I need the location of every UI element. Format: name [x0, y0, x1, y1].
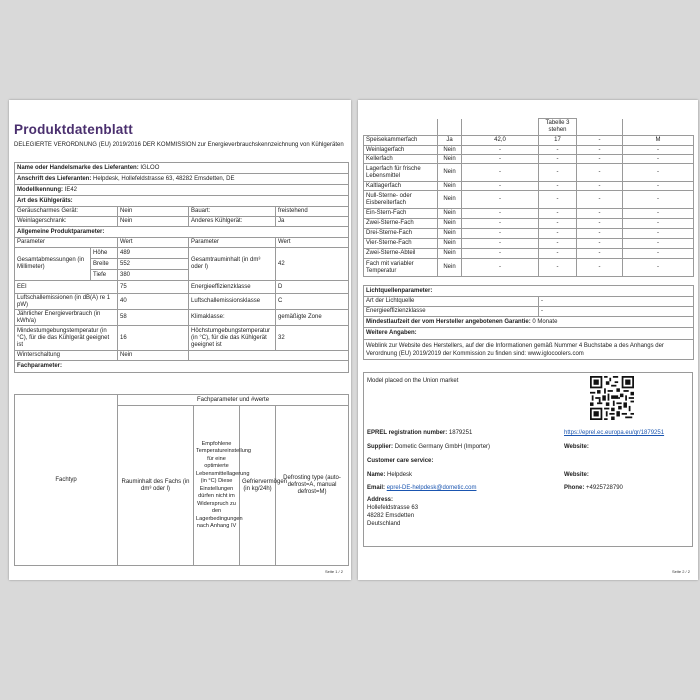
compartment-present-cell: Nein [438, 191, 462, 209]
wine-value: Nein [118, 217, 189, 227]
compartment-present-cell: Nein [438, 249, 462, 259]
compartment-row [364, 191, 694, 209]
width-label: Breite [91, 259, 118, 270]
compartment-freeze-cell: - [577, 219, 623, 229]
energy-class-label: Energieeffizienzklasse [189, 281, 276, 294]
name-row: Name: Helpdesk [367, 472, 413, 478]
eprel-info-box [363, 372, 693, 547]
compartment-volume-cell: - [462, 229, 539, 239]
compartment-freeze-cell: - [577, 229, 623, 239]
energy-class-value: D [276, 281, 349, 294]
eei-label: EEI [15, 281, 118, 294]
compartment-freeze-cell: - [577, 209, 623, 219]
compartment-defrost-cell: - [623, 182, 694, 191]
page-number-2: Seite 2 / 2 [671, 569, 690, 574]
volume-value: 42 [276, 248, 349, 281]
compartment-freeze-cell: - [577, 136, 623, 146]
defrost-header: Defrosting type (auto-defrost=A, manual defrost=M) [276, 406, 349, 566]
compartment-name-cell: Drei-Sterne-Fach [364, 229, 438, 239]
compartment-temp-cell: - [539, 209, 577, 219]
compartment-present-cell: Nein [438, 146, 462, 155]
compartment-volume-cell: - [462, 164, 539, 182]
more-text-row: Weblink zur Website des Herstellers, auf der die Informationen gemäß Nummer 4 Buchstabe a des Anhangs der Verordnung (EU) 2019/2019 der Kommission zu finden sind: www.iglocoolers.com [364, 340, 694, 360]
compartment-temp-cell: - [539, 182, 577, 191]
compartment-defrost-cell: - [623, 146, 694, 155]
winter-label: Winterschaltung [15, 351, 118, 361]
compartment-volume-cell: - [462, 249, 539, 259]
compartment-name-cell: Kaltlagerfach [364, 182, 438, 191]
compartment-defrost-cell: - [623, 209, 694, 219]
warranty-row: Mindestlaufzeit der vom Hersteller angebotenen Garantie: 0 Monate [364, 317, 694, 328]
product-parameters-table [14, 162, 349, 373]
manufacturer-link[interactable]: www.iglocoolers.com [527, 350, 584, 357]
compartment-name-cell: Ein-Stern-Fach [364, 209, 438, 219]
compartment-temp-cell: 17 [539, 136, 577, 146]
climate-label: Klimaklasse: [189, 310, 276, 326]
compartment-freeze-cell: - [577, 146, 623, 155]
height-value: 489 [118, 248, 189, 259]
compartment-name-cell: Fach mit variabler Temperatur [364, 259, 438, 277]
compartment-defrost-cell: - [623, 164, 694, 182]
winter-value: Nein [118, 351, 189, 361]
page-number-1: Seite 1 / 2 [324, 569, 343, 574]
model-row: Modellkennung: IE42 [15, 185, 349, 196]
light-class-label: Energieeffizienzklasse [364, 307, 539, 317]
compartment-freeze-cell: - [577, 239, 623, 249]
compartment-volume-cell: - [462, 146, 539, 155]
general-header: Allgemeine Produktparameter: [15, 227, 349, 238]
compartment-present-cell: Nein [438, 164, 462, 182]
col-value-2: Wert [276, 238, 349, 248]
website-label: Website: [564, 444, 589, 450]
email-link[interactable]: eprel-DE-helpdesk@dometic.com [386, 485, 477, 491]
compartment-defrost-cell: M [623, 136, 694, 146]
compartment-sub-header: Fachparameter und #werte [118, 395, 349, 406]
compartment-defrost-cell: - [623, 239, 694, 249]
table-header-note: Tabelle 3 stehen [539, 119, 577, 136]
volume-label: Gesamtrauminhalt (in dm³ oder l) [189, 248, 276, 281]
col-param: Parameter [15, 238, 118, 248]
supplier-row: Supplier: Dometic Germany GmbH (Importer) [367, 444, 491, 450]
eprel-link[interactable]: https://eprel.ec.europa.eu/qr/1879251 [564, 430, 665, 436]
height-label: Höhe [91, 248, 118, 259]
supplier-name-row: Name oder Handelsmarke des Lieferanten: IGLOO [15, 163, 349, 174]
compartment-freeze-cell: - [577, 182, 623, 191]
compartment-freeze-cell: - [577, 249, 623, 259]
compartment-name-cell: Zwei-Sterne-Abteil [364, 249, 438, 259]
depth-label: Tiefe [91, 270, 118, 281]
address-line-1: Hollefeldstrasse 63 [367, 505, 419, 511]
compartment-present-cell: Nein [438, 155, 462, 164]
website2-label: Website: [564, 472, 589, 478]
compartment-temp-cell: - [539, 155, 577, 164]
annual-value: 58 [118, 310, 189, 326]
compartment-present-cell: Nein [438, 259, 462, 277]
noise-class-value: C [276, 294, 349, 310]
rauminhalt-header: Rauminhalt des Fachs (in dm³ oder l) [118, 406, 194, 566]
supplier-address-row: Anschrift des Lieferanten: Helpdesk, Hollefeldstrasse 63, 48282 Emsdetten, DE [15, 174, 349, 185]
compartment-name-cell: Null-Sterne- oder Eisbereiterfach [364, 191, 438, 209]
datasheet-page-2 [358, 100, 698, 580]
phone-row: Phone: +4925728790 [564, 485, 623, 491]
compartment-temp-cell: - [539, 219, 577, 229]
max-temp-label: Höchstumgebungstemperatur (in °C), für die das Kühlgerät geeignet ist [189, 326, 276, 351]
depth-value: 380 [118, 270, 189, 281]
eei-value: 75 [118, 281, 189, 294]
compartment-name-cell: Speisekammerfach [364, 136, 438, 146]
climate-value: gemäßigte Zone [276, 310, 349, 326]
low-noise-label: Geräuscharmes Gerät: [15, 207, 118, 217]
compartment-row [364, 182, 694, 191]
other-value: Ja [276, 217, 349, 227]
dims-label: Gesamtabmessungen (in Millimeter) [15, 248, 91, 281]
compartment-row [364, 259, 694, 277]
wine-label: Weinlagerschrank: [15, 217, 118, 227]
compartment-row [364, 146, 694, 155]
max-temp-value: 32 [276, 326, 349, 351]
compartment-volume-cell: - [462, 259, 539, 277]
col-value: Wert [118, 238, 189, 248]
qr-code-icon[interactable] [590, 376, 634, 420]
fachtyp-header: Fachtyp [15, 395, 118, 566]
compartment-name-cell: Lagerfach für frische Lebensmittel [364, 164, 438, 182]
compartment-row [364, 155, 694, 164]
other-label: Anderes Kühlgerät: [189, 217, 276, 227]
eprel-row: EPREL registration number: 1879251 [367, 430, 473, 436]
datasheet-page-1 [9, 100, 351, 580]
light-source-table [363, 285, 694, 360]
compartment-header: Fachparameter: [15, 361, 349, 373]
compartment-volume-cell: - [462, 182, 539, 191]
regulation-text: DELEGIERTE VERORDNUNG (EU) 2019/2016 DER KOMMISSION zur Energieverbrauchskennzeichnung von Kühlgeräten [14, 142, 344, 148]
width-value: 552 [118, 259, 189, 270]
compartment-present-cell: Nein [438, 239, 462, 249]
customer-care-label: Customer care service: [367, 458, 434, 464]
compartment-row [364, 219, 694, 229]
compartment-name-cell: Vier-Sterne-Fach [364, 239, 438, 249]
compartment-defrost-cell: - [623, 229, 694, 239]
compartment-freeze-cell: - [577, 164, 623, 182]
compartment-defrost-cell: - [623, 155, 694, 164]
gefrier-header: Gefriervermögen (in kg/24h) [240, 406, 276, 566]
compartment-row [364, 239, 694, 249]
compartment-row [364, 164, 694, 182]
compartment-temp-cell: - [539, 164, 577, 182]
compartment-temp-cell: - [539, 229, 577, 239]
low-noise-value: Nein [118, 207, 189, 217]
col-param-2: Parameter [189, 238, 276, 248]
compartment-freeze-cell: - [577, 155, 623, 164]
compartment-param-table [14, 394, 349, 566]
compartment-name-cell: Zwei-Sterne-Fach [364, 219, 438, 229]
compartment-volume-cell: - [462, 219, 539, 229]
min-temp-label: Mindestumgebungstemperatur (in °C), für die das Kühlgerät geeignet ist [15, 326, 118, 351]
noise-label: Luftschallemissionen (in dB(A) re 1 pW) [15, 294, 118, 310]
compartment-freeze-cell: - [577, 259, 623, 277]
compartment-volume-cell: - [462, 209, 539, 219]
email-row: Email: eprel-DE-helpdesk@dometic.com [367, 485, 477, 491]
compartment-volume-cell: - [462, 191, 539, 209]
compartment-name-cell: Kellerfach [364, 155, 438, 164]
noise-class-label: Luftschallemissionsklasse [189, 294, 276, 310]
light-type-label: Art der Lichtquelle [364, 297, 539, 307]
min-temp-value: 16 [118, 326, 189, 351]
compartment-volume-cell: - [462, 239, 539, 249]
compartment-temp-cell: - [539, 146, 577, 155]
design-value: freistehend [276, 207, 349, 217]
compartment-present-cell: Nein [438, 229, 462, 239]
design-label: Bauart: [189, 207, 276, 217]
compartment-volume-cell: - [462, 155, 539, 164]
light-class-value: - [539, 307, 694, 317]
compartment-temp-cell: - [539, 249, 577, 259]
compartment-temp-cell: - [539, 259, 577, 277]
annual-label: Jährlicher Energieverbrauch (in kWh/a) [15, 310, 118, 326]
more-header: Weitere Angaben: [364, 328, 694, 340]
light-header: Lichtquellenparameter: [364, 286, 694, 297]
compartment-row [364, 229, 694, 239]
compartment-defrost-cell: - [623, 249, 694, 259]
compartment-temp-cell: - [539, 191, 577, 209]
address-label: Address: [367, 497, 394, 503]
compartment-table [363, 118, 694, 277]
compartment-present-cell: Ja [438, 136, 462, 146]
address-line-3: Deutschland [367, 521, 401, 527]
light-type-value: - [539, 297, 694, 307]
compartment-temp-cell: - [539, 239, 577, 249]
compartment-row [364, 249, 694, 259]
compartment-row [364, 209, 694, 219]
compartment-row [364, 136, 694, 146]
document-title: Produktdatenblatt [14, 122, 133, 137]
compartment-freeze-cell: - [577, 191, 623, 209]
compartment-present-cell: Nein [438, 182, 462, 191]
placed-text: Model placed on the Union market [367, 378, 459, 384]
compartment-volume-cell: 42,0 [462, 136, 539, 146]
empfohlene-header: Empfohlene Temperatureinstellung für eine optimierte Lebensmittellagerung (in °C) Diese Einstellungen dürfen nicht im Widerspruch zu den Lagerbedingungen nach Anhang IV [194, 406, 240, 566]
type-header: Art des Kühlgeräts: [15, 196, 349, 207]
noise-value: 40 [118, 294, 189, 310]
compartment-name-cell: Weinlagerfach [364, 146, 438, 155]
compartment-defrost-cell: - [623, 191, 694, 209]
compartment-present-cell: Nein [438, 219, 462, 229]
compartment-defrost-cell: - [623, 259, 694, 277]
address-line-2: 48282 Emsdetten [367, 513, 415, 519]
compartment-present-cell: Nein [438, 209, 462, 219]
compartment-defrost-cell: - [623, 219, 694, 229]
